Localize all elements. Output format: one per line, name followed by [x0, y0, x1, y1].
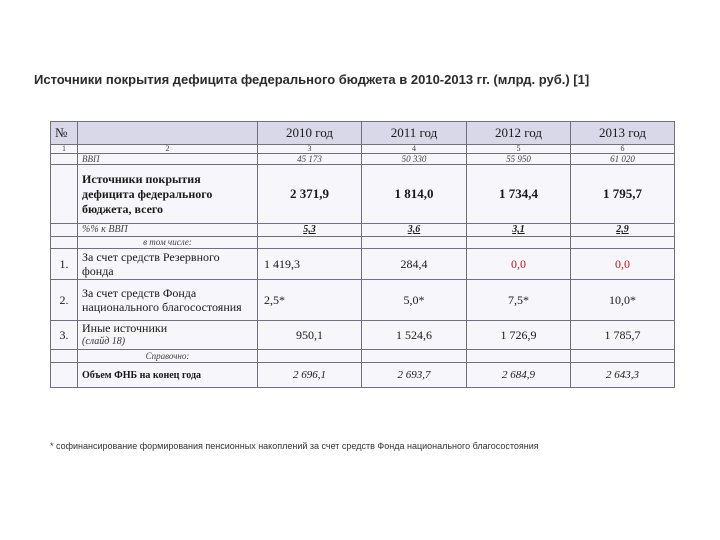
percent-gdp-value: 3,1 [467, 224, 571, 237]
empty-cell [51, 363, 78, 388]
col-index: 6 [571, 145, 675, 154]
col-index: 3 [258, 145, 362, 154]
row-value: 10,0* [571, 280, 675, 321]
total-label: Источники покрытия дефицита федерального бюджета, всего [78, 165, 258, 224]
row-value: 1 419,3 [258, 249, 362, 280]
header-2011: 2011 год [362, 122, 467, 145]
slide-title: Источники покрытия дефицита федерального бюджета в 2010-2013 гг. (млрд. руб.) [1] [34, 72, 590, 87]
row-number: 1. [51, 249, 78, 280]
header-2013: 2013 год [571, 122, 675, 145]
empty-cell [571, 350, 675, 363]
footnote: * софинансирование формирования пенсионных накоплений за счет средств Фонда национального благосостояния [50, 441, 539, 451]
percent-gdp-value: 2,9 [571, 224, 675, 237]
empty-cell [362, 237, 467, 249]
empty-cell [362, 350, 467, 363]
fnb-value: 2 696,1 [258, 363, 362, 388]
total-value: 1 734,4 [467, 165, 571, 224]
deficit-sources-table [50, 121, 675, 388]
fnb-row [51, 363, 675, 388]
row-label: За счет средств Резервного фонда [78, 249, 258, 280]
empty-cell [467, 350, 571, 363]
header-blank [78, 122, 258, 145]
total-value: 1 814,0 [362, 165, 467, 224]
subheader-label: в том числе: [78, 237, 258, 249]
empty-cell [571, 237, 675, 249]
total-value: 2 371,9 [258, 165, 362, 224]
empty-cell [51, 154, 78, 165]
row-label-cell [78, 321, 258, 350]
fnb-value: 2 693,7 [362, 363, 467, 388]
fnb-value: 2 684,9 [467, 363, 571, 388]
header-2012: 2012 год [467, 122, 571, 145]
empty-cell [467, 237, 571, 249]
row-value: 0,0 [571, 249, 675, 280]
percent-gdp-label: %% к ВВП [78, 224, 258, 237]
percent-gdp-value: 3,6 [362, 224, 467, 237]
row-value: 1 785,7 [571, 321, 675, 350]
table-row [51, 321, 675, 350]
header-number: № [51, 122, 78, 145]
total-row [51, 165, 675, 224]
reference-label: Справочно: [78, 350, 258, 363]
vvp-value: 50 330 [362, 154, 467, 165]
vvp-value: 61 020 [571, 154, 675, 165]
vvp-value: 55 950 [467, 154, 571, 165]
total-value: 1 795,7 [571, 165, 675, 224]
vvp-row [51, 154, 675, 165]
percent-gdp-value: 5,3 [258, 224, 362, 237]
row-value: 5,0* [362, 280, 467, 321]
column-index-row [51, 145, 675, 154]
row-value: 950,1 [258, 321, 362, 350]
row-label: Иные источники [82, 321, 168, 335]
row-note: (слайд 18) [82, 336, 126, 347]
table-header-row [51, 122, 675, 145]
percent-gdp-row [51, 224, 675, 237]
fnb-value: 2 643,3 [571, 363, 675, 388]
empty-cell [51, 224, 78, 237]
fnb-label: Объем ФНБ на конец года [78, 363, 258, 388]
col-index: 1 [51, 145, 78, 154]
subheader-row [51, 237, 675, 249]
row-label: За счет средств Фонда национального благосостояния [78, 280, 258, 321]
row-value: 2,5* [258, 280, 362, 321]
table-row [51, 249, 675, 280]
empty-cell [51, 350, 78, 363]
row-value: 7,5* [467, 280, 571, 321]
col-index: 2 [78, 145, 258, 154]
row-number: 3. [51, 321, 78, 350]
row-value: 1 726,9 [467, 321, 571, 350]
empty-cell [258, 350, 362, 363]
empty-cell [51, 165, 78, 224]
vvp-value: 45 173 [258, 154, 362, 165]
reference-row [51, 350, 675, 363]
vvp-label: ВВП [78, 154, 258, 165]
empty-cell [258, 237, 362, 249]
col-index: 4 [362, 145, 467, 154]
empty-cell [51, 237, 78, 249]
row-value: 284,4 [362, 249, 467, 280]
row-value: 1 524,6 [362, 321, 467, 350]
header-2010: 2010 год [258, 122, 362, 145]
row-value: 0,0 [467, 249, 571, 280]
col-index: 5 [467, 145, 571, 154]
row-number: 2. [51, 280, 78, 321]
table-row [51, 280, 675, 321]
